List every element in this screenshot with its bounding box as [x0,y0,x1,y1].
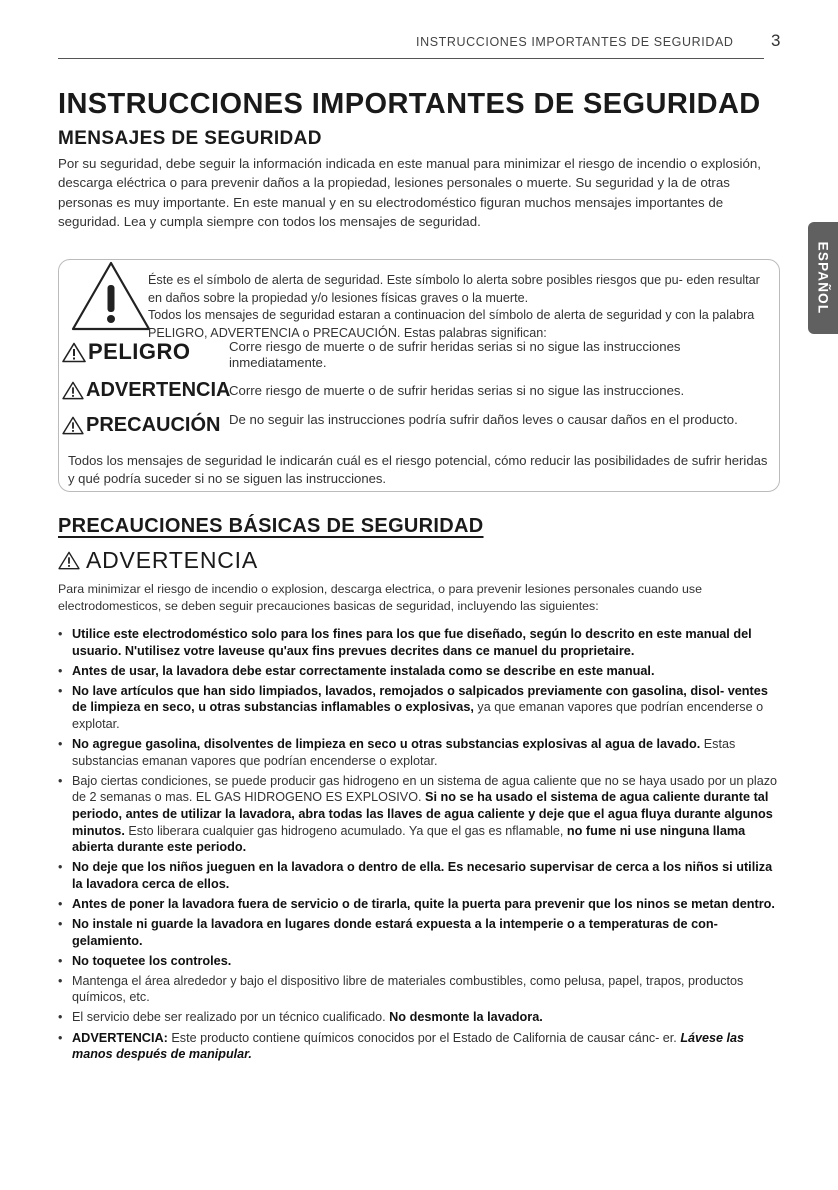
safety-messages-intro: Por su seguridad, debe seguir la información indicada en este manual para minimizar el riesgo de incendio o explosión, descarga eléctrica o para prevenir daños a la propiedad, lesiones personales o muerte. Su seguridad y la de otras personas es muy importante. En este manual y en su electrodoméstico figuran muchos mensajes importantes de seguridad. Lea y cumpla siempre con todos los mensajes de seguridad. [58,156,761,230]
bullet-bold-text: ADVERTENCIA: [72,1030,168,1045]
bullet-text: Esto liberara cualquier gas hidrogeno acumulado. Ya que el gas es nflamable, [124,823,567,838]
language-tab[interactable] [808,222,838,334]
list-item [58,896,784,913]
list-item [58,953,784,970]
page-title: INSTRUCCIONES IMPORTANTES DE SEGURIDAD [58,88,761,120]
bullet-text: El servicio debe ser realizado por un técnico cualificado. [72,1010,390,1025]
bullet-bold-text: Antes de usar, la lavadora debe estar correctamente instalada como se describe en este manual. [72,663,655,678]
bullet-bold-text: no fume ni use ninguna llama abierta durante este periodo. [72,823,746,855]
bullet-bold-text: No desmonte la lavadora. [389,1010,543,1025]
language-tab-label: ESPAÑOL [815,241,831,315]
header-rule [58,58,764,59]
list-item [58,916,784,949]
warning-triangle-icon [58,551,80,570]
running-header: INSTRUCCIONES IMPORTANTES DE SEGURIDAD [416,35,734,49]
signal-word-precaucion [62,414,220,437]
list-item [58,663,784,680]
signal-words-text: Todos los mensajes de seguridad estaran a continuacion del símbolo de alerta de seguridad y con la palabra PELIGRO, ADVERTENCIA o PRECAUCIÓN. Estas palabras significan: [148,308,755,340]
page-number: 3 [771,31,781,50]
bullet-bold-text: No agregue gasolina, disolventes de limpieza en seco u otras substancias explosivas al agua de lavado. [72,737,701,752]
precaucion-label: PRECAUCIÓN [86,414,221,436]
peligro-label: PELIGRO [88,339,191,364]
basic-precautions-heading: PRECAUCIONES BÁSICAS DE SEGURIDAD [58,515,484,537]
bullet-bold-text: No lave artículos que han sido limpiados, lavados, remojados o salpicados previamente con gasolina, disol- ventes de limpieza en seco, u otras substancias inflamables o explosivas, [72,683,768,715]
bullet-text: Bajo ciertas condiciones, se puede producir gas hidrogeno en un sistema de agua caliente que no se haya usado por un plazo de 2 semanas o mas. EL GAS HIDROGENO ES EXPLOSIVO. [72,773,778,805]
bullet-text: Este producto contiene químicos conocidos por el Estado de California de causar cánc- er. [167,1030,681,1045]
bullet-bold-text: No toquetee los controles. [72,953,232,968]
precautions-list [58,626,784,1066]
warning-triangle-icon [62,342,86,363]
alert-symbol-text: Éste es el símbolo de alerta de seguridad. Este símbolo lo alerta sobre posibles riesgos que pu- eden resultar en daños sobre la propiedad y/o lesiones físicas graves o la muerte. [148,273,760,305]
advertencia-heading-label: ADVERTENCIA [86,547,258,573]
warning-triangle-icon [62,416,84,435]
bullet-bold-italic-text: Lávese las manos después de manipular. [72,1030,745,1062]
signal-word-peligro [62,339,191,365]
basic-precautions-intro: Para minimizar el riesgo de incendio o explosion, descarga electrica, o para prevenir lesiones personales cuando use electrodomesticos, se deben seguir precauciones basicas de seguridad, incluyendo las siguientes: [58,582,702,613]
list-item [58,1009,784,1026]
bullet-bold-text: No deje que los niños jueguen en la lavadora o dentro de ella. Es necesario supervisar de cerca a los niños si utiliza la lavadora cerca de ellos. [72,860,773,891]
bullet-text: ya que emanan vapores que podrían encenderse o explotar. [72,700,764,731]
list-item [58,683,784,733]
list-item [58,626,784,659]
list-item [58,859,784,892]
bullet-text: Estas substancias emanan vapores que podrían encenderse o explotar. [72,737,736,768]
bullet-text: Mantenga el área alrededor y bajo el dispositivo libre de materiales combustibles, como pelusa, papel, trapos, productos químicos, etc. [72,973,744,1005]
advertencia-label: ADVERTENCIA [86,379,231,401]
list-item [58,773,784,856]
safety-box-closing: Todos los mensajes de seguridad le indicarán cuál es el riesgo potencial, cómo reducir las posibilidades de sufrir heridas y qué podría suceder si no se siguen las instrucciones. [68,453,768,486]
list-item [58,1030,784,1063]
bullet-bold-text: Si no se ha usado el sistema de agua caliente durante tal periodo, antes de utilizar la lavadora, abra todas las llaves de agua caliente y deje que el agua fluya durante algunos minutos. [72,790,773,838]
signal-word-advertencia [62,379,230,402]
list-item [58,736,784,769]
safety-alert-icon [70,260,152,332]
warning-triangle-icon [62,381,84,400]
bullet-bold-text: Utilice este electrodoméstico solo para los fines para los que fue diseñado, según lo descrito en este manual del usuario. N'utilisez votre laveuse qu'aux fins prevues decrites dans ce manuel du proprietaire. [72,627,752,658]
advertencia-heading [58,547,258,574]
peligro-description: Corre riesgo de muerte o de sufrir heridas serias si no sigue las instrucciones inmediatamente. [229,339,681,370]
safety-messages-heading: MENSAJES DE SEGURIDAD [58,128,322,149]
bullet-bold-text: No instale ni guarde la lavadora en lugares donde estará expuesta a la intemperie o a temperaturas de con- gelamiento. [72,917,718,948]
list-item [58,973,784,1006]
bullet-bold-text: Antes de poner la lavadora fuera de servicio o de tirarla, quite la puerta para prevenir que los ninos se metan dentro. [72,896,775,911]
advertencia-description: Corre riesgo de muerte o de sufrir heridas serias si no sigue las instrucciones. [229,383,685,398]
precaucion-description: De no seguir las instrucciones podría sufrir daños leves o causar daños en el producto. [229,412,738,427]
